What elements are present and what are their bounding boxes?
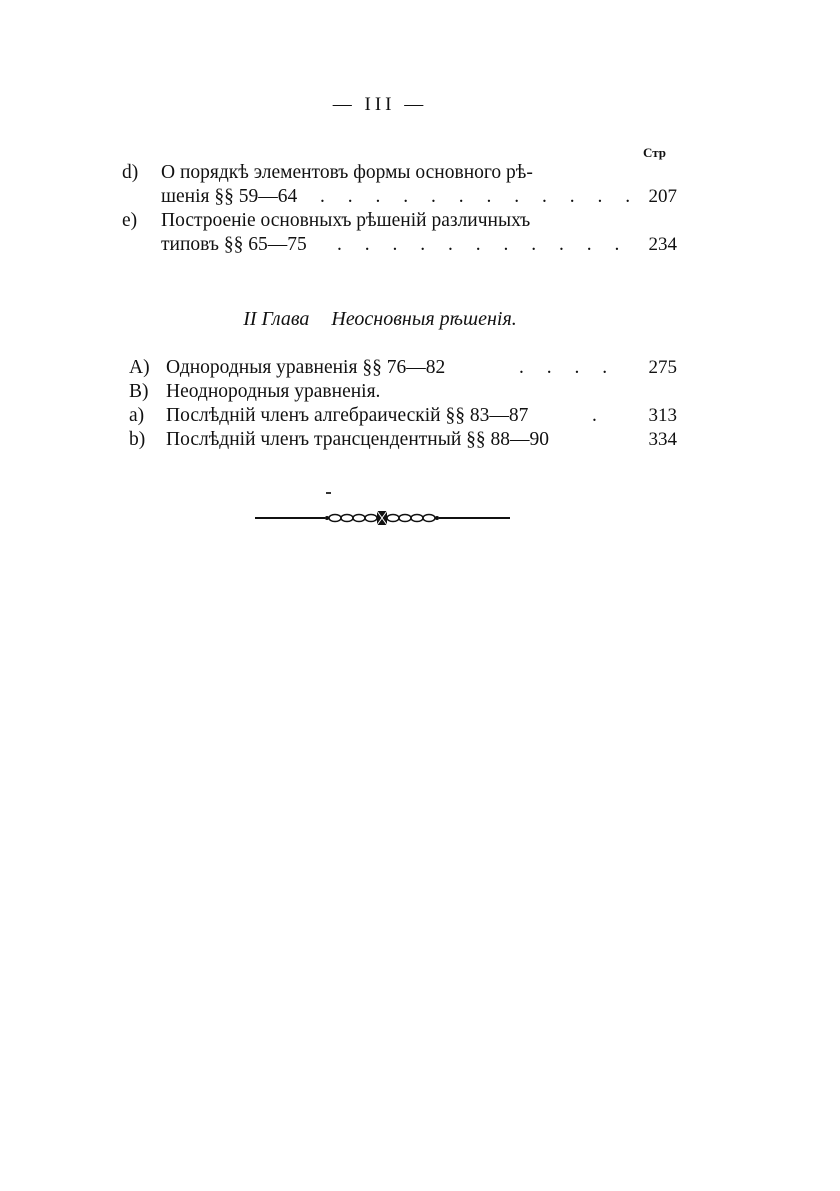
toc-marker: a) bbox=[129, 405, 145, 426]
toc-entry-text: Послѣдній членъ трансцендентный §§ 88—90 bbox=[166, 429, 550, 450]
toc-entry-text: типовъ §§ 65—75 bbox=[161, 234, 307, 255]
toc-entry-text: Построеніе основныхъ рѣшеній различныхъ bbox=[161, 210, 531, 231]
toc-page-number: 275 bbox=[648, 357, 677, 378]
leader-dots: . . . . bbox=[519, 357, 617, 378]
page-number: — III — bbox=[332, 94, 428, 115]
chapter-title: Неосновныя рѣшенія. bbox=[331, 308, 517, 330]
toc-entry-text: Однородныя уравненія §§ 76—82 bbox=[166, 357, 446, 378]
decorative-tick bbox=[326, 492, 331, 494]
toc-marker: B) bbox=[129, 381, 149, 402]
toc-entry-text: Послѣдній членъ алгебраическій §§ 83—87 bbox=[166, 405, 529, 426]
toc-marker: e) bbox=[122, 210, 138, 231]
toc-entry-text: Неоднородныя уравненія. bbox=[166, 381, 381, 402]
leader-dots: . . . . . . . . . . . bbox=[337, 234, 629, 255]
toc-page-number: 234 bbox=[648, 234, 677, 255]
toc-entry-text: шенія §§ 59—64 bbox=[161, 186, 298, 207]
ornament-divider bbox=[255, 508, 515, 533]
toc-entry-text: О порядкѣ элементовъ формы основного рѣ- bbox=[161, 162, 533, 183]
leader-dots: . bbox=[592, 405, 606, 426]
toc-page-number: 334 bbox=[648, 429, 677, 450]
page-column-header: Стр bbox=[643, 145, 666, 160]
toc-page-number: 313 bbox=[648, 405, 677, 426]
toc-page-number: 207 bbox=[648, 186, 677, 207]
toc-marker: b) bbox=[129, 429, 146, 450]
leader-dots: . . . . . . . . . . . . bbox=[320, 186, 640, 207]
ornament-divider-icon bbox=[255, 508, 515, 528]
chapter-label: II Глава bbox=[243, 308, 310, 330]
toc-marker: d) bbox=[122, 162, 139, 183]
chapter-heading bbox=[0, 308, 760, 331]
toc-marker: A) bbox=[129, 357, 150, 378]
